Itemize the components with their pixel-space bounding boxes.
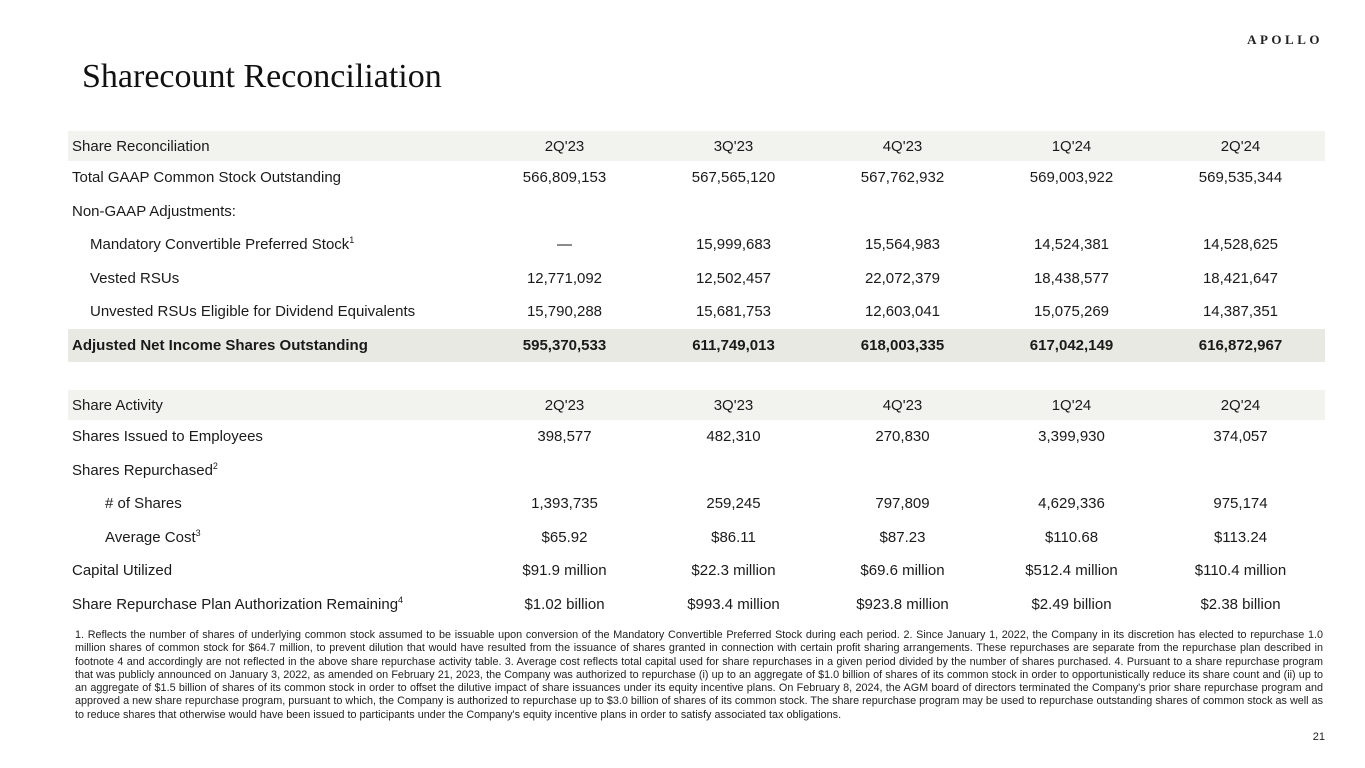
cell-value: 15,681,753 <box>695 303 772 321</box>
share-activity-table <box>68 390 1325 621</box>
cell-value: $86.11 <box>711 528 756 546</box>
table-row <box>68 295 1325 329</box>
cell-value: 398,577 <box>537 428 592 446</box>
cell-value: — <box>557 236 572 254</box>
row-label: Non-GAAP Adjustments: <box>72 202 236 220</box>
cell-value: 566,809,153 <box>522 169 607 187</box>
page-title: Sharecount Reconciliation <box>82 58 442 95</box>
table-header-row <box>68 390 1325 420</box>
row-label: Average Cost$^3$ <box>105 527 201 546</box>
cell-value: $69.6 million <box>860 562 945 580</box>
row-label: # of Shares <box>105 495 182 513</box>
table-row <box>68 454 1325 488</box>
cell-value: 797,809 <box>875 495 930 513</box>
row-label: Capital Utilized <box>72 562 173 580</box>
cell-value: 4,629,336 <box>1038 495 1105 513</box>
page-number: 21 <box>1312 731 1325 743</box>
table-row <box>68 487 1325 521</box>
cell-value: 12,771,092 <box>526 269 603 287</box>
column-header: 4Q'23 <box>882 396 923 414</box>
table-row <box>68 195 1325 229</box>
cell-value: $512.4 million <box>1025 562 1118 580</box>
cell-value: 616,872,967 <box>1198 336 1283 354</box>
column-header: 3Q'23 <box>713 137 754 155</box>
footnote-ref: 3 <box>195 527 201 538</box>
table-row <box>68 554 1325 588</box>
cell-value: 15,075,269 <box>1033 303 1110 321</box>
cell-value: $113.24 <box>1213 528 1268 546</box>
column-header: 2Q'23 <box>544 137 585 155</box>
cell-value: 12,502,457 <box>695 269 772 287</box>
cell-value: 18,438,577 <box>1033 269 1110 287</box>
row-label: Shares Repurchased$^2$ <box>72 460 218 479</box>
footnotes: 1. Reflects the number of shares of underlying common stock assumed to be issuable upon conversion of the Mandatory Convertible Preferred Stock during each period. 2. Since January 1, 2022, the Company in its discretion has elected to repurchase 1.0 million shares of common stock for $64.7 million, to prevent dilution that would have resulted from the issuance of shares granted in connection with certain profit sharing arrangements. These repurchases are separate from the repurchase plan described in footnote 4 and accordingly are not reflected in the above share repurchase activity table. 3. Average cost reflects total capital used for share repurchases in a given period divided by the number of shares purchased. 4. Pursuant to a share repurchase program that was publicly announced on January 3, 2022, as amended on February 21, 2023, the Company was authorized to repurchase (i) up to an aggregate of $1.0 billion of shares of its common stock in order to opportunistically reduce its share count and (ii) up to an aggregate of $1.5 billion of shares of its common stock in order to offset the dilutive impact of share issuances under its equity incentive plans. On February 8, 2024, the AGM board of directors terminated the Company's prior share repurchase program and approved a new share repurchase program, pursuant to which, the Company is authorized to repurchase up to $3.0 billion of shares of its common stock. The share repurchase program may be used to repurchase outstanding shares of common stock as well as to reduce shares that otherwise would have been issued to participants under the Company's equity incentive plans in order to satisfy associated tax obligations. <box>75 629 1323 721</box>
row-label: Mandatory Convertible Preferred Stock$^1$ <box>90 235 355 254</box>
cell-value: 569,003,922 <box>1029 169 1114 187</box>
cell-value: 14,387,351 <box>1202 303 1279 321</box>
cell-value: 567,565,120 <box>691 169 776 187</box>
table-row <box>68 329 1325 363</box>
column-header: 4Q'23 <box>882 137 923 155</box>
table-row <box>68 161 1325 195</box>
cell-value: 22,072,379 <box>864 269 941 287</box>
cell-value: 482,310 <box>706 428 761 446</box>
cell-value: 1,393,735 <box>531 495 598 513</box>
column-header: 2Q'24 <box>1220 396 1261 414</box>
table-row <box>68 228 1325 262</box>
column-header: 1Q'24 <box>1051 137 1092 155</box>
cell-value: 567,762,932 <box>860 169 945 187</box>
column-header: 1Q'24 <box>1051 396 1092 414</box>
table-header-title: Share Activity <box>72 396 163 414</box>
cell-value: $110.68 <box>1044 528 1099 546</box>
cell-value: 14,528,625 <box>1202 236 1279 254</box>
cell-value: $2.49 billion <box>1031 595 1112 613</box>
cell-value: 3,399,930 <box>1038 428 1105 446</box>
cell-value: $1.02 billion <box>524 595 605 613</box>
cell-value: 14,524,381 <box>1033 236 1110 254</box>
cell-value: 12,603,041 <box>864 303 941 321</box>
cell-value: 975,174 <box>1213 495 1268 513</box>
column-header: 2Q'23 <box>544 396 585 414</box>
cell-value: 611,749,013 <box>692 336 775 354</box>
footnote-ref: 4 <box>398 594 404 605</box>
cell-value: 270,830 <box>875 428 930 446</box>
row-label: Unvested RSUs Eligible for Dividend Equivalents <box>90 303 416 321</box>
apollo-logo: APOLLO <box>1247 32 1323 47</box>
row-label: Adjusted Net Income Shares Outstanding <box>72 336 368 354</box>
footnote-ref: 1 <box>349 235 355 246</box>
cell-value: 18,421,647 <box>1202 269 1279 287</box>
cell-value: 15,999,683 <box>695 236 772 254</box>
cell-value: 259,245 <box>706 495 761 513</box>
table-row <box>68 521 1325 555</box>
cell-value: $65.92 <box>541 528 588 546</box>
table-header-row <box>68 131 1325 161</box>
cell-value: $993.4 million <box>687 595 780 613</box>
cell-value: 569,535,344 <box>1198 169 1283 187</box>
row-label: Total GAAP Common Stock Outstanding <box>72 169 342 187</box>
table-row <box>68 262 1325 296</box>
share-reconciliation-table <box>68 131 1325 362</box>
row-label: Share Repurchase Plan Authorization Remaining$^4$ <box>72 594 404 613</box>
cell-value: $87.23 <box>879 528 926 546</box>
cell-value: 617,042,149 <box>1029 336 1114 354</box>
cell-value: 15,790,288 <box>526 303 603 321</box>
cell-value: $91.9 million <box>522 562 607 580</box>
column-header: 2Q'24 <box>1220 137 1261 155</box>
table-header-title: Share Reconciliation <box>72 137 210 155</box>
footnote-ref: 2 <box>212 460 218 471</box>
row-label: Shares Issued to Employees <box>72 428 263 446</box>
table-row <box>68 588 1325 622</box>
cell-value: 595,370,533 <box>522 336 607 354</box>
cell-value: 15,564,983 <box>864 236 941 254</box>
column-header: 3Q'23 <box>713 396 754 414</box>
row-label: Vested RSUs <box>90 269 180 287</box>
table-row <box>68 420 1325 454</box>
cell-value: 618,003,335 <box>860 336 945 354</box>
cell-value: $22.3 million <box>691 562 776 580</box>
cell-value: $110.4 million <box>1194 562 1287 580</box>
cell-value: $2.38 billion <box>1200 595 1281 613</box>
cell-value: $923.8 million <box>856 595 949 613</box>
cell-value: 374,057 <box>1213 428 1268 446</box>
